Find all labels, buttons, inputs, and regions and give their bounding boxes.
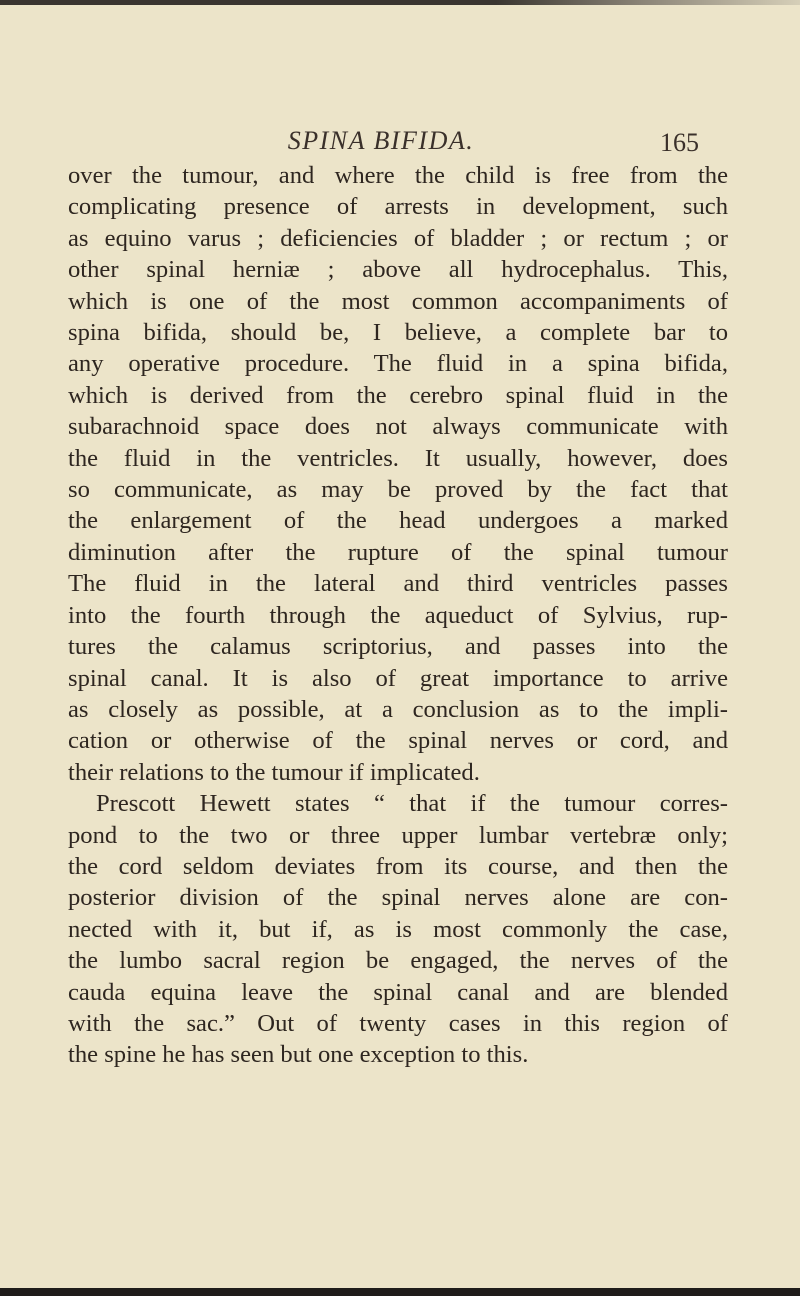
text-line: as closely as possible, at a conclusion as to the impli- [68, 695, 728, 723]
page-number: 165 [660, 128, 699, 157]
text-line: as equino varus ; deficiencies of bladder ; or rectum ; or [68, 224, 728, 252]
page-top-edge [0, 0, 800, 5]
text-line: spina bifida, should be, I believe, a complete bar to [68, 319, 728, 347]
text-line: cation or otherwise of the spinal nerves or cord, and [68, 727, 728, 755]
text-line: cauda equina leave the spinal canal and are blended [68, 978, 728, 1006]
text-line: pond to the two or three upper lumbar vertebræ only; [68, 821, 728, 849]
text-line: nected with it, but if, as is most commonly the case, [68, 915, 728, 943]
text-line: with the sac.” Out of twenty cases in this region of [68, 1009, 728, 1037]
text-line: diminution after the rupture of the spinal tumour [68, 538, 728, 566]
text-line: into the fourth through the aqueduct of Sylvius, rup- [68, 601, 728, 629]
text-line: the enlargement of the head undergoes a marked [68, 507, 728, 535]
text-line: subarachnoid space does not always communicate with [68, 413, 728, 441]
text-line: Prescott Hewett states “ that if the tumour corres- [96, 790, 728, 818]
text-line: the lumbo sacral region be engaged, the nerves of the [68, 947, 728, 975]
text-line: posterior division of the spinal nerves alone are con- [68, 884, 728, 912]
text-line: which is one of the most common accompaniments of [68, 287, 728, 315]
text-line: so communicate, as may be proved by the fact that [68, 476, 728, 504]
text-line: The fluid in the lateral and third ventricles passes [68, 570, 728, 598]
text-line: the spine he has seen but one exception to this. [68, 1041, 529, 1069]
text-line: tures the calamus scriptorius, and passes into the [68, 633, 728, 661]
text-line: the fluid in the ventricles. It usually, however, does [68, 444, 728, 472]
body-text [68, 160, 728, 1071]
text-line: over the tumour, and where the child is free from the [68, 162, 728, 189]
text-line: any operative procedure. The fluid in a spina bifida, [68, 350, 728, 378]
running-title: SPINA BIFIDA. [287, 126, 475, 155]
text-line: the cord seldom deviates from its course, and then the [68, 852, 728, 880]
page-bottom-edge [0, 1288, 800, 1296]
text-line: their relations to the tumour if implicated. [68, 758, 480, 786]
text-line: complicating presence of arrests in development, such [68, 193, 728, 221]
text-line: other spinal herniæ ; above all hydrocephalus. This, [68, 256, 728, 284]
text-line: spinal canal. It is also of great importance to arrive [68, 664, 728, 692]
text-line: which is derived from the cerebro spinal fluid in the [68, 381, 728, 409]
